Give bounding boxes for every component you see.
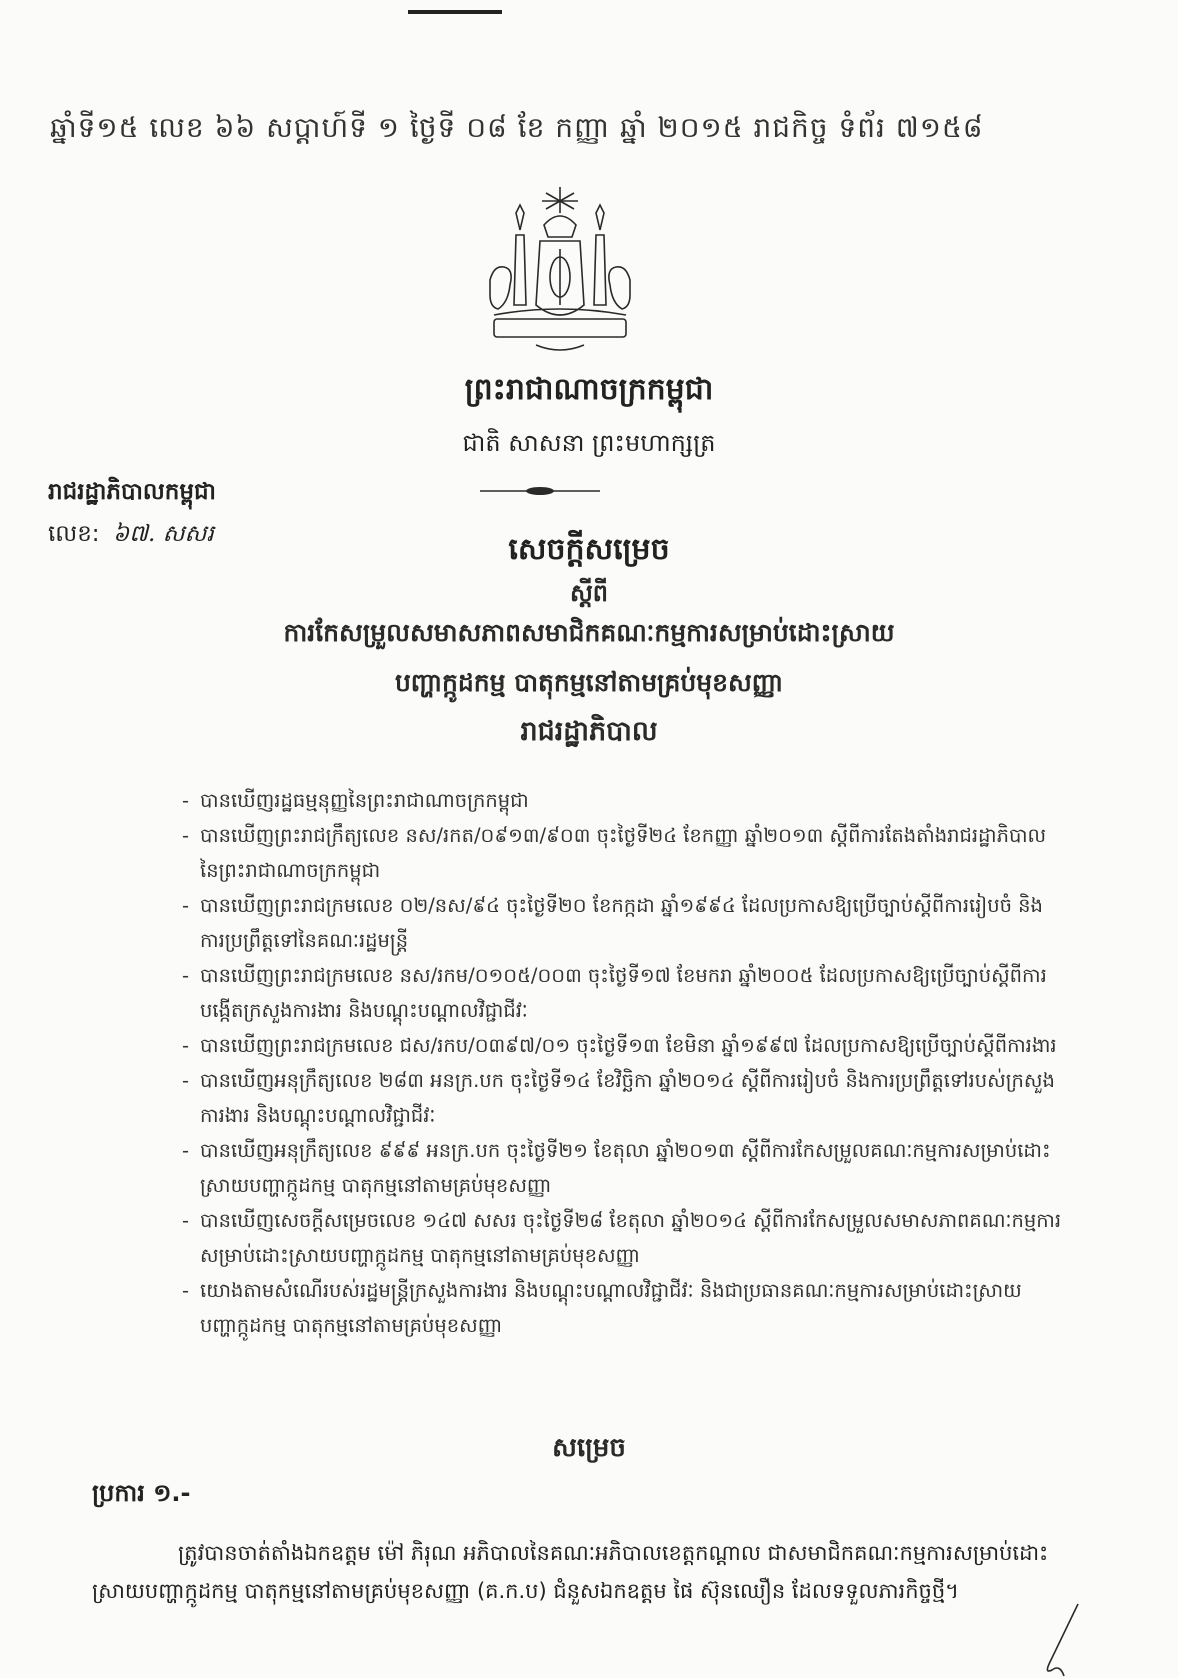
issuing-body: រាជរដ្ឋាភិបាល [520,716,658,747]
list-item: - បានឃើញព្រះរាជក្រមលេខ ០២/នស/៩៤ ចុះថ្ងៃទី២០ ខែកក្កដា ឆ្នាំ១៩៩៤ ដែលប្រកាសឱ្យប្រើច្បាប់ស្តីពីការរៀបចំ និងការប្រព្រឹត្តទៅនៃគណៈរដ្ឋមន្ត្រី [182,888,1062,958]
subject-line-1: ការកែសម្រួលសមាសភាពសមាជិកគណៈកម្មការសម្រាប់ដោះស្រាយ [283,618,895,647]
government-label: រាជរដ្ឋាភិបាលកម្ពុជា [48,479,216,505]
list-item: - បានឃើញអនុក្រឹត្យលេខ ៩៩៩ អនក្រ.បក ចុះថ្ងៃទី២១ ខែតុលា ឆ្នាំ២០១៣ ស្តីពីការកែសម្រួលគណៈកម្មការសម្រាប់ដោះស្រាយបញ្ហាក្កូដកម្ម បាតុកម្មនៅតាមគ្រប់មុខសញ្ញា [182,1133,1062,1203]
list-item: - បានឃើញអនុក្រឹត្យលេខ ២៨៣ អនក្រ.បក ចុះថ្ងៃទី១៤ ខែវិច្ឆិកា ឆ្នាំ២០១៤ ស្តីពីការរៀបចំ និងការប្រព្រឹត្តទៅរបស់ក្រសួងការងារ និងបណ្តុះបណ្តាលវិជ្ជាជីវៈ [182,1063,1062,1133]
list-item: - យោងតាមសំណើរបស់រដ្ឋមន្ត្រីក្រសួងការងារ និងបណ្តុះបណ្តាលវិជ្ជាជីវៈ និងជាប្រធានគណៈកម្មការសម្រាប់ដោះស្រាយបញ្ហាក្កូដកម្ម បាតុកម្មនៅតាមគ្រប់មុខសញ្ញា [182,1273,1062,1343]
ornament-divider-icon [480,485,600,497]
signature-mark-icon [1020,1600,1090,1678]
title-about: ស្តីពី [569,579,609,607]
list-item: - បានឃើញសេចក្តីសម្រេចលេខ ១៤៧ សសរ ចុះថ្ងៃទី២៨ ខែតុលា ឆ្នាំ២០១៤ ស្តីពីការកែសម្រួលសមាសភាពគណៈកម្មការសម្រាប់ដោះស្រាយបញ្ហាក្កូដកម្ម បាតុកម្មនៅតាមគ្រប់មុខសញ្ញា [182,1203,1062,1273]
list-item: - បានឃើញព្រះរាជក្រមលេខ ជស/រកប/០៣៩៧/០១ ចុះថ្ងៃទី១៣ ខែមិនា ឆ្នាំ១៩៩៧ ដែលប្រកាសឱ្យប្រើច្បាប់ស្តីពីការងារ [182,1028,1062,1063]
decision-heading: សម្រេច [552,1433,626,1463]
number-value: ៦៧. សសរ [112,521,214,547]
royal-emblem-icon [480,185,640,360]
national-motto: ជាតិ សាសនា ព្រះមហាក្សត្រ [462,429,716,457]
article-label: ប្រការ ១.- [92,1479,191,1507]
considerations-list [182,783,1062,1343]
list-item: - បានឃើញព្រះរាជក្រឹត្យលេខ នស/រកត/០៩១៣/៩០៣ ចុះថ្ងៃទី២៤ ខែកញ្ញា ឆ្នាំ២០១៣ ស្តីពីការតែងតាំងរាជរដ្ឋាភិបាល នៃព្រះរាជាណាចក្រកម្ពុជា [182,818,1062,888]
document-title: សេចក្តីសម្រេច [508,532,670,567]
kingdom-name: ព្រះរាជាណាចក្រកម្ពុជា [464,372,714,407]
gazette-header: ឆ្នាំទី១៥ លេខ ៦៦ សប្តាហ៍ទី ១ ថ្ងៃទី ០៨ ខែ កញ្ញា ឆ្នាំ ២០១៥ រាជកិច្ច ទំព័រ ៧១៥៨ [50,111,984,144]
list-item: - បានឃើញរដ្ឋធម្មនុញ្ញនៃព្រះរាជាណាចក្រកម្ពុជា [182,783,1062,818]
top-rule [408,10,502,14]
number-label: លេខ: [48,521,100,547]
subject-line-2: បញ្ហាក្កូដកម្ម បាតុកម្មនៅតាមគ្រប់មុខសញ្ញា [394,668,784,697]
list-item: - បានឃើញព្រះរាជក្រមលេខ នស/រកម/០១០៥/០០៣ ចុះថ្ងៃទី១៧ ខែមករា ឆ្នាំ២០០៥ ដែលប្រកាសឱ្យប្រើច្បាប់ស្តីពីការបង្កើតក្រសួងការងារ និងបណ្តុះបណ្តាលវិជ្ជាជីវៈ [182,958,1062,1028]
article-text: ត្រូវបានចាត់តាំងឯកឧត្តម ម៉ៅ ភិរុណ អភិបាលនៃគណៈអភិបាលខេត្តកណ្តាល ជាសមាជិកគណៈកម្មការសម្រាប់ដោះស្រាយបញ្ហាក្កូដកម្ម បាតុកម្មនៅតាមគ្រប់មុខសញ្ញា (គ.ក.ប) ជំនួសឯកឧត្តម ផៃ ស៊ុនឈឿន ដែលទទួលភារកិច្ចថ្មី។ [92,1541,1049,1603]
